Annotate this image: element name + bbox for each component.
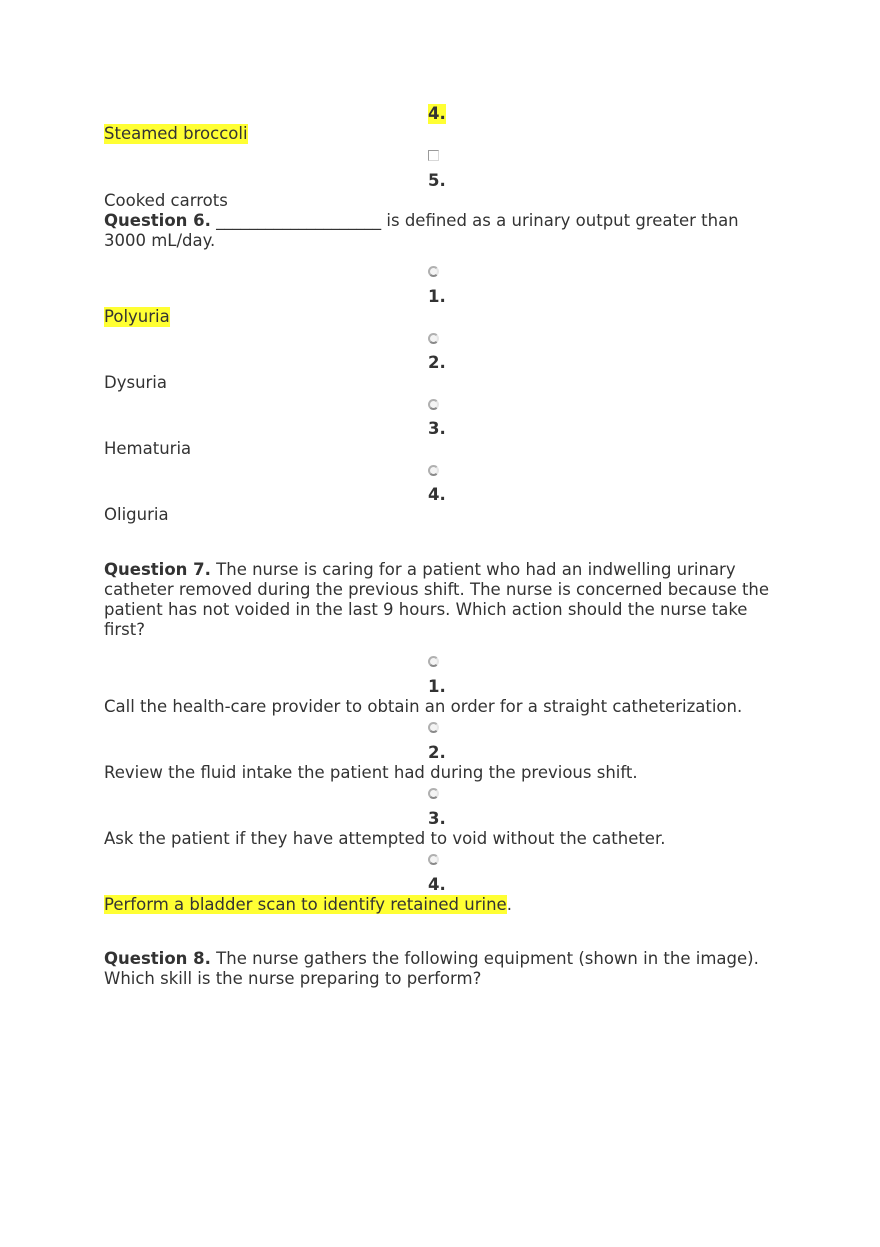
question-8 <box>104 949 776 989</box>
q6-option-4-radio[interactable] <box>428 465 439 476</box>
q5-option-5-checkbox[interactable] <box>428 150 439 161</box>
question-8-text: The nurse gathers the following equipment (shown in the image). Which skill is the nurse preparing to perform? <box>104 949 759 988</box>
q6-option-4-text: Oliguria <box>104 505 169 524</box>
q5-option-4-text: Steamed broccoli <box>104 124 248 143</box>
q6-option-1-radio[interactable] <box>428 266 439 277</box>
q5-option-5-text: Cooked carrots <box>104 191 228 210</box>
q7-option-1-number: 1. <box>428 677 446 696</box>
q6-option-2-number: 2. <box>428 353 446 372</box>
question-7 <box>104 560 776 640</box>
q7-option-4-number: 4. <box>428 875 446 894</box>
q7-option-1-radio[interactable] <box>428 656 439 667</box>
q6-option-2-radio[interactable] <box>428 333 439 344</box>
q6-option-4-number: 4. <box>428 485 446 504</box>
q7-option-2-number: 2. <box>428 743 446 762</box>
q6-option-1-number: 1. <box>428 287 446 306</box>
q6-option-3-number: 3. <box>428 419 446 438</box>
q7-option-2-radio[interactable] <box>428 722 439 733</box>
q6-option-3-text: Hematuria <box>104 439 192 458</box>
q7-option-1-text: Call the health-care provider to obtain an order for a straight catheterization. <box>104 697 743 716</box>
q7-option-3-number: 3. <box>428 809 446 828</box>
q7-option-2-text: Review the fluid intake the patient had during the previous shift. <box>104 763 638 782</box>
question-6-blank: ____________________ <box>216 211 382 230</box>
question-6 <box>104 211 776 251</box>
question-8-label: Question 8. <box>104 949 211 968</box>
q6-option-1-text: Polyuria <box>104 307 170 326</box>
question-6-text: is defined as a urinary output greater than 3000 mL/day. <box>104 211 739 250</box>
question-7-text: The nurse is caring for a patient who had an indwelling urinary catheter removed during the previous shift. The nurse is concerned because the patient has not voided in the last 9 hours. Which action should the nurse take first? <box>104 560 770 639</box>
q5-option-4-number: 4. <box>428 104 446 123</box>
q7-option-3-text: Ask the patient if they have attempted to void without the catheter. <box>104 829 666 848</box>
q7-option-4-radio[interactable] <box>428 854 439 865</box>
q6-option-2-text: Dysuria <box>104 373 168 392</box>
q6-option-3-radio[interactable] <box>428 399 439 410</box>
q7-option-4 <box>104 895 512 915</box>
q7-option-4-suffix: . <box>506 895 512 914</box>
question-7-label: Question 7. <box>104 560 211 579</box>
q5-option-5-number: 5. <box>428 171 446 190</box>
q7-option-4-text: Perform a bladder scan to identify retained urine <box>104 895 507 914</box>
q7-option-3-radio[interactable] <box>428 788 439 799</box>
question-6-label: Question 6. <box>104 211 211 230</box>
